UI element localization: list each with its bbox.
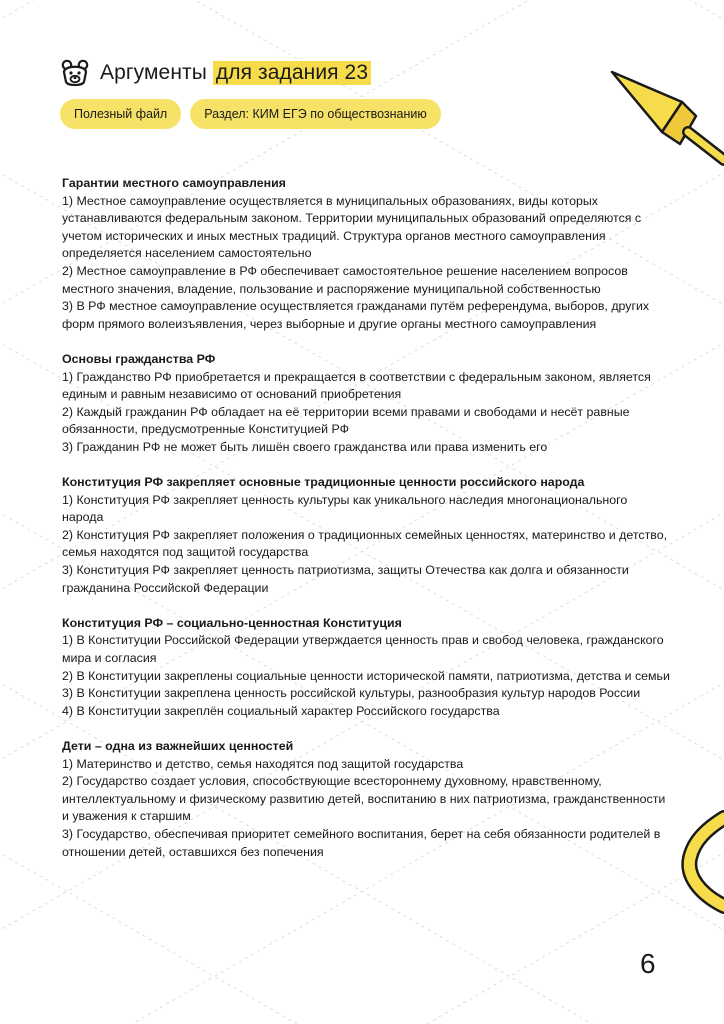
paragraph: 3) В РФ местное самоуправление осуществляется гражданами путём референдума, выборов, других форм прямого волеизъявления, через выборные и другие органы местного самоуправления xyxy=(62,299,650,331)
paragraph: 4) В Конституции закреплён социальный характер Российского государства xyxy=(62,703,500,718)
paragraph: 3) Государство, обеспечивая приоритет семейного воспитания, берет на себя обязанности родителей в отношении детей, оставшихся без попечения xyxy=(62,826,661,859)
page-number: 6 xyxy=(640,948,656,979)
paragraph: 1) Материнство и детство, семья находятся под защитой государства xyxy=(62,756,464,771)
paragraph: 3) Гражданин РФ не может быть лишён своего гражданства или права изменить его xyxy=(62,439,548,454)
section-title: Основы гражданства РФ xyxy=(62,351,216,366)
paragraph: 2) Конституция РФ закрепляет положения о традиционных семейных ценностях, материнство и детство, семья находятся под защитой государства xyxy=(62,527,668,560)
bear-logo-icon xyxy=(60,58,90,88)
section-traditional-values xyxy=(62,474,672,597)
paragraph: 1) Местное самоуправление осуществляется в муниципальных образованиях, виды которых устанавливаются федеральным законом. Территории муниципальных образований определяются с учетом исторических и иных местных традиций. Структура органов местного самоуправления определяется населением самостоятельно xyxy=(62,193,642,261)
paragraph: 3) Конституция РФ закрепляет ценность патриотизма, защиты Отечества как долга и обязанности гражданина Российской Федерации xyxy=(62,563,629,595)
title-plain: Аргументы xyxy=(100,61,207,84)
tag-row xyxy=(60,99,450,129)
paragraph: 2) Местное самоуправление в РФ обеспечивает самостоятельное решение населением вопросов местного значения, владение, пользование и распоряжение муниципальной собственностью xyxy=(62,263,628,296)
section-citizenship xyxy=(62,351,672,457)
tag-useful-file: Полезный файл xyxy=(60,99,181,129)
section-title: Конституция РФ – социально-ценностная Конституция xyxy=(62,615,402,630)
document-body xyxy=(62,175,672,879)
paragraph: 2) Каждый гражданин РФ обладает на её территории всеми правами и свободами и несёт равные обязанности, предусмотренные Конституцией РФ xyxy=(62,404,630,437)
paragraph: 1) В Конституции Российской Федерации утверждается ценность прав и свобод человека, гражданского мира и согласия xyxy=(62,633,664,666)
yellow-curve-decoration xyxy=(678,810,724,920)
paragraph: 2) В Конституции закреплены социальные ценности исторической памяти, патриотизма, детства и семьи xyxy=(62,668,670,683)
section-title: Гарантии местного самоуправления xyxy=(62,176,286,190)
section-local-self-government xyxy=(62,175,672,333)
title-highlight: для задания 23 xyxy=(213,61,371,85)
page-title xyxy=(100,61,371,85)
section-children xyxy=(62,738,672,861)
page-header xyxy=(60,58,371,88)
paragraph: 1) Гражданство РФ приобретается и прекращается в соответствии с федеральным законом, является единым и равным независимо от оснований приобретения xyxy=(62,369,651,402)
paragraph: 1) Конституция РФ закрепляет ценность культуры как уникального наследия многонационального народа xyxy=(62,492,628,525)
section-social-value-constitution xyxy=(62,615,672,721)
paragraph: 2) Государство создает условия, способствующие всестороннему духовному, нравственному, интеллектуальному и физическому развитию детей, воспитанию в них патриотизма, гражданственности и уважения к старшим xyxy=(62,774,666,824)
paragraph: 3) В Конституции закреплена ценность российской культуры, разнообразия культур народов России xyxy=(62,686,641,701)
section-title: Конституция РФ закрепляет основные традиционные ценности российского народа xyxy=(62,475,585,490)
tag-section: Раздел: КИМ ЕГЭ по обществознанию xyxy=(190,99,441,129)
section-title: Дети – одна из важнейших ценностей xyxy=(62,739,294,753)
yellow-arrow-decoration xyxy=(600,60,724,170)
